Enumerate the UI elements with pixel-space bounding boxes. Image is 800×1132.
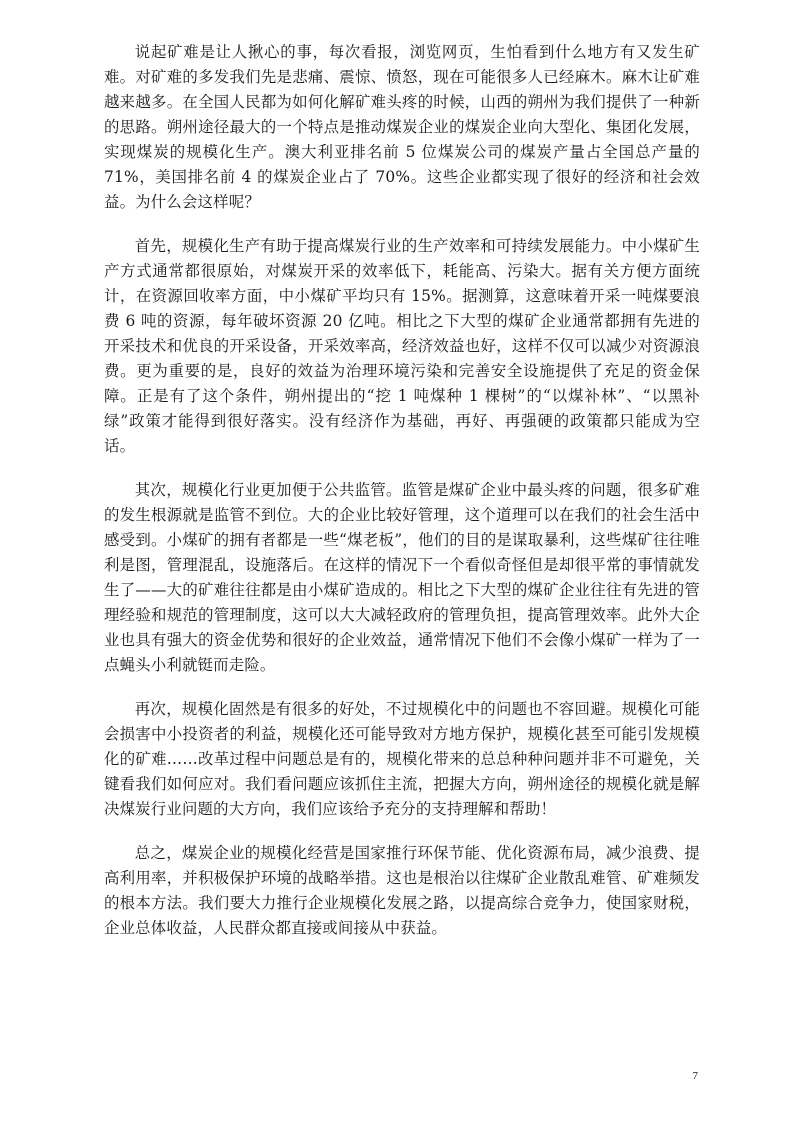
paragraph-second-point: 其次，规模化行业更加便于公共监管。监管是煤矿企业中最头疼的问题，很多矿难的发生根源就是监管不到位。大的企业比较好管理，这个道理可以在我们的社会生活中感受到。小煤矿的拥有者都是一些“煤老板”，他们的目的是谋取暴利，这些煤矿往往唯利是图，管理混乱，设施落后。在这样的情况下一个看似奇怪但是却很平常的事情就发生了——大的矿难往往都是由小煤矿造成的。相比之下大型的煤矿企业往往有先进的管理经验和规范的管理制度，这可以大大减轻政府的管理负担，提高管理效率。此外大企业也具有强大的资金优势和很好的企业效益，通常情况下他们不会像小煤矿一样为了一点蝇头小利就铤而走险。: [104, 481, 700, 674]
paragraph-first-point: 首先，规模化生产有助于提高煤炭行业的生产效率和可持续发展能力。中小煤矿生产方式通常都很原始，对煤炭开采的效率低下，耗能高、污染大。据有关方便方面统计，在资源回收率方面，中小煤矿平均只有 15%。据测算，这意味着开采一吨煤要浪费 6 吨的资源，每年破坏资源 20 亿吨。相比之下大型的煤矿企业通常都拥有先进的开采技术和优良的开采设备，开采效率高，经济效益也好，这样不仅可以减少对资源浪费。更为重要的是，良好的效益为治理环境污染和完善安全设施提供了充足的资金保障。正是有了这个条件，朔州提出的“挖 1 吨煤种 1 棵树”的“以煤补林”、“以黑补绿”政策才能得到很好落实。没有经济作为基础，再好、再强硬的政策都只能成为空话。: [104, 237, 700, 455]
paragraph-third-point: 再次，规模化固然是有很多的好处，不过规模化中的问题也不容回避。规模化可能会损害中小投资者的利益，规模化还可能导致对方地方保护，规模化甚至可能引发规模化的矿难……改革过程中问题总是有的，规模化带来的总总种种问题并非不可避免，关键看我们如何应对。我们看问题应该抓住主流，把握大方向，朔州途径的规模化就是解决煤炭行业问题的大方向，我们应该给予充分的支持理解和帮助！: [104, 700, 700, 818]
paragraph-intro: 说起矿难是让人揪心的事，每次看报，浏览网页，生怕看到什么地方有又发生矿难。对矿难的多发我们先是悲痛、震惊、愤怒，现在可能很多人已经麻木。麻木让矿难越来越多。在全国人民都为如何化解矿难头疼的时候，山西的朔州为我们提供了一种新的思路。朔州途径最大的一个特点是推动煤炭企业的煤炭企业向大型化、集团化发展，实现煤炭的规模化生产。澳大利亚排名前 5 位煤炭公司的煤炭产量占全国总产量的 71%，美国排名前 4 的煤炭企业占了 70%。这些企业都实现了很好的经济和社会效益。为什么会这样呢？: [104, 43, 700, 211]
page-number: 7: [692, 1070, 698, 1082]
paragraph-conclusion: 总之，煤炭企业的规模化经营是国家推行环保节能、优化资源布局，减少浪费、提高利用率，并积极保护环境的战略举措。这也是根治以往煤矿企业散乱难管、矿难频发的根本方法。我们要大力推行企业规模化发展之路，以提高综合竞争力，使国家财税，企业总体收益，人民群众都直接或间接从中获益。: [104, 844, 700, 937]
document-body: [104, 40, 700, 960]
